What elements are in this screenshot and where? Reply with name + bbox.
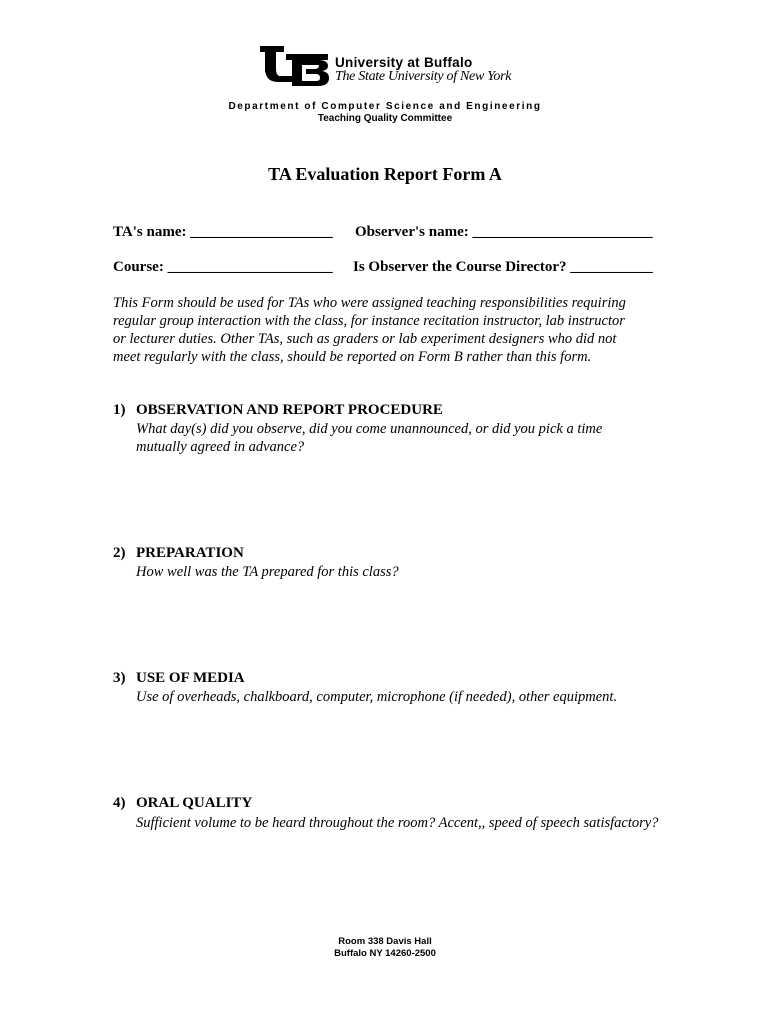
question-line: What day(s) did you observe, did you come unannounced, or did you pick a time <box>136 421 603 437</box>
logo-university-subtitle: The State University of New York <box>335 69 512 84</box>
instruction-line: regular group interaction with the class, for instance recitation instructor, lab instructor <box>113 313 625 329</box>
instruction-line: meet regularly with the class, should be reported on Form B rather than this form. <box>113 349 592 365</box>
instruction-line: This Form should be used for TAs who were assigned teaching responsibilities requiring <box>113 295 626 311</box>
section-question-oral-quality <box>136 814 696 832</box>
section-question-media <box>136 688 696 706</box>
course-field: Course: ______________________ <box>113 259 333 275</box>
form-instructions <box>113 294 673 366</box>
ta-name-field: TA's name: ___________________ <box>113 224 333 240</box>
section-number: 3) <box>113 670 126 686</box>
footer-address-line2: Buffalo NY 14260-2500 <box>334 948 436 959</box>
section-heading-preparation <box>113 545 244 562</box>
section-question-observation <box>136 420 696 456</box>
section-number: 4) <box>113 795 126 811</box>
instruction-line: or lecturer duties. Other TAs, such as graders or lab experiment designers who did not <box>113 331 617 347</box>
observer-name-field: Observer's name: ________________________ <box>355 224 653 240</box>
footer-address-line1: Room 338 Davis Hall <box>338 936 432 947</box>
section-number: 2) <box>113 545 126 561</box>
section-title: PREPARATION <box>136 545 244 561</box>
question-line: Use of overheads, chalkboard, computer, microphone (if needed), other equipment. <box>136 689 618 705</box>
ub-logo <box>258 44 518 88</box>
section-title: USE OF MEDIA <box>136 670 245 686</box>
question-line: How well was the TA prepared for this class? <box>136 564 399 580</box>
department-name: Department of Computer Science and Engineering <box>228 101 542 112</box>
section-heading-media <box>113 670 245 687</box>
logo-university-name: University at Buffalo <box>335 55 473 70</box>
section-title: OBSERVATION AND REPORT PROCEDURE <box>136 402 443 418</box>
observer-director-field: Is Observer the Course Director? ___________ <box>353 259 653 275</box>
section-title: ORAL QUALITY <box>136 795 253 811</box>
ub-monogram-icon <box>258 44 330 88</box>
question-line: Sufficient volume to be heard throughout the room? Accent,, speed of speech satisfactory? <box>136 815 659 831</box>
form-title: TA Evaluation Report Form A <box>268 164 502 184</box>
section-heading-observation <box>113 402 443 419</box>
section-question-preparation <box>136 563 696 581</box>
section-heading-oral-quality <box>113 795 252 812</box>
section-number: 1) <box>113 402 126 418</box>
committee-name: Teaching Quality Committee <box>317 113 453 124</box>
question-line: mutually agreed in advance? <box>136 439 305 455</box>
